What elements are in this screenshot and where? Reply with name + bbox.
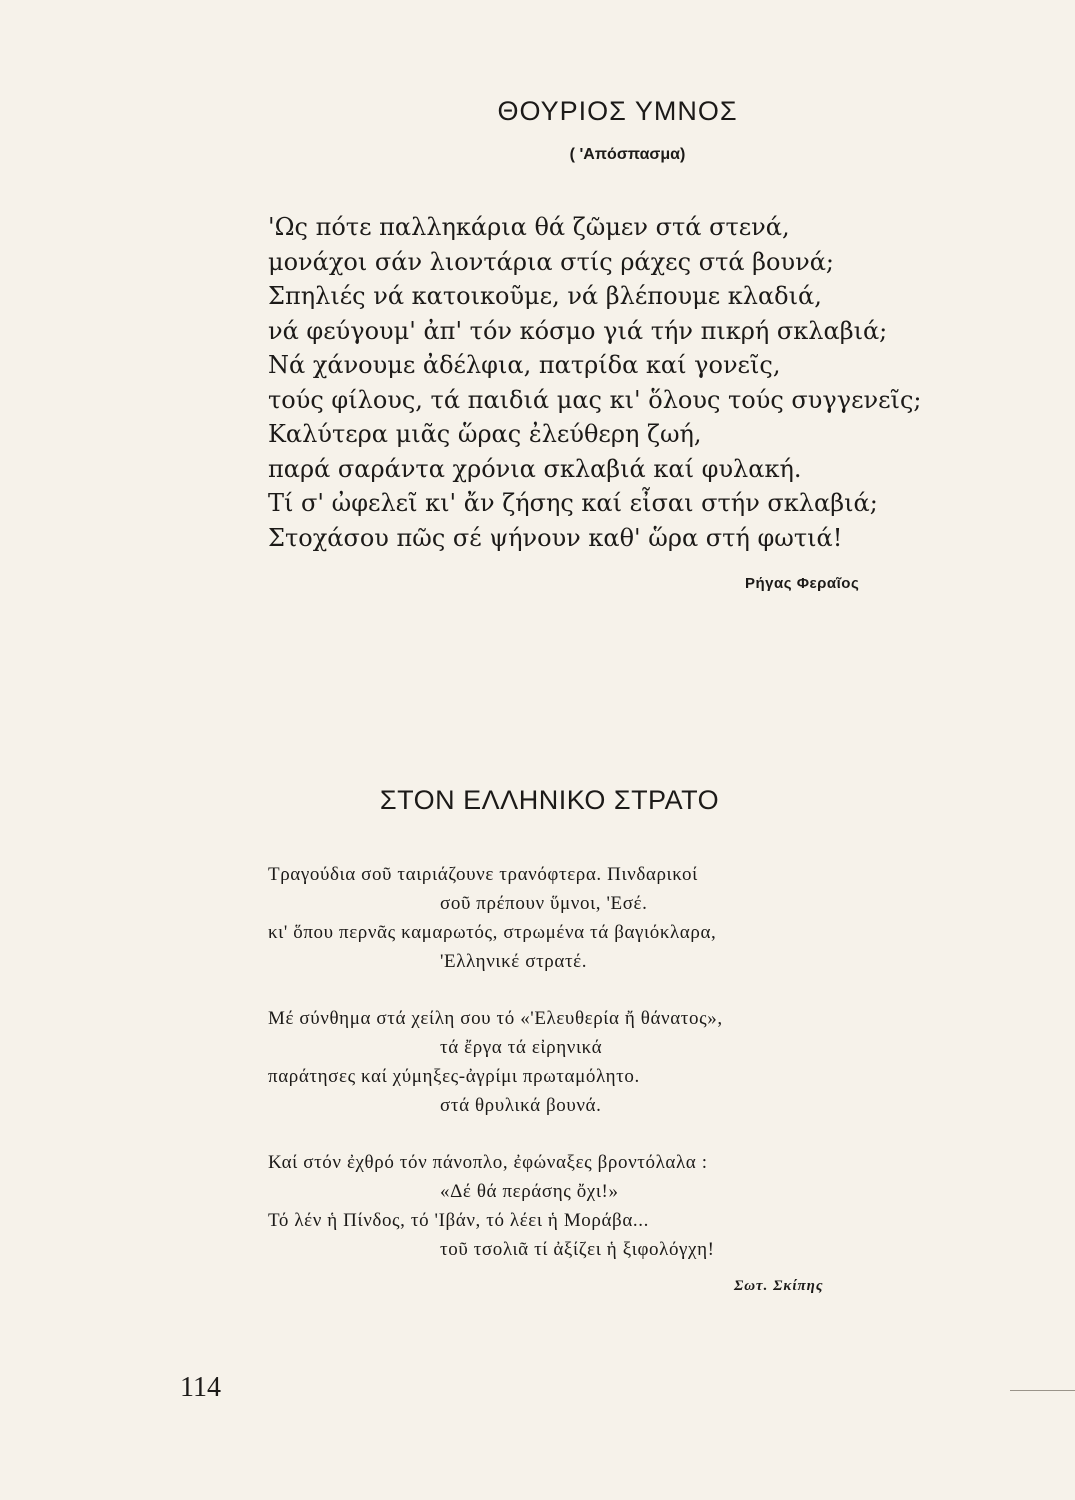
poem1-line: Σπηλιές νά κατοικοῦμε, νά βλέπουμε κλαδιά, — [268, 282, 822, 310]
poem2-stanza — [268, 1004, 908, 1120]
poem1-line: νά φεύγουμ' ἀπ' τόν κόσμο γιά τήν πικρή σκλαβιά; — [268, 316, 888, 345]
poem1-body — [268, 210, 948, 555]
poem2-line: τοῦ τσολιᾶ τί ἀξίζει ἡ ξιφολόγχη! — [440, 1239, 715, 1260]
poem1-author: Ρήγας Φεραῖος — [745, 575, 860, 592]
poem1-line: Τί σ' ὠφελεῖ κι' ἄν ζήσης καί εἶσαι στήν σκλαβιά; — [268, 489, 878, 517]
poem2-line: 'Ελληνικέ στρατέ. — [440, 951, 588, 972]
poem2-line: Τραγούδια σοῦ ταιριάζουνε τρανόφτερα. Πινδαρικοί — [268, 864, 698, 885]
poem2-line: Καί στόν ἐχθρό τόν πάνοπλο, ἐφώναξες βροντόλαλα : — [268, 1152, 708, 1173]
poem2-line: Τό λέν ἡ Πίνδος, τό 'Ιβάν, τό λέει ἡ Μοράβα... — [268, 1210, 649, 1231]
poem1-line: τούς φίλους, τά παιδιά μας κι' ὅλους τούς συγγενεῖς; — [268, 385, 922, 414]
page-edge-line — [1010, 1390, 1075, 1391]
page-number: 114 — [180, 1372, 221, 1403]
poem2-author: Σωτ. Σκίπης — [734, 1278, 824, 1294]
poem1-line: Στοχάσου πῶς σέ ψήνουν καθ' ὥρα στή φωτιά! — [268, 523, 843, 552]
poem1-line: 'Ως πότε παλληκάρια θά ζῶμεν στά στενά, — [268, 213, 790, 241]
poem2-line: «Δέ θά περάσης ὄχι!» — [440, 1181, 619, 1202]
poem2-line: στά θρυλικά βουνά. — [440, 1095, 602, 1116]
poem1-line: Καλύτερα μιᾶς ὥρας ἐλεύθερη ζωή, — [268, 420, 702, 448]
poem2-stanza — [268, 860, 908, 976]
poem1-line: μονάχοι σάν λιοντάρια στίς ράχες στά βουνά; — [268, 247, 834, 276]
poem2-stanza — [268, 1148, 908, 1264]
poem2-line: τά ἔργα τά εἰρηνικά — [440, 1037, 603, 1058]
poem1-subtitle: ( 'Απόσπασμα) — [569, 146, 686, 163]
poem2-line: σοῦ πρέπουν ὕμνοι, 'Εσέ. — [440, 893, 648, 914]
poem1-line: Νά χάνουμε ἀδέλφια, πατρίδα καί γονεῖς, — [268, 351, 781, 379]
poem2-body — [268, 860, 908, 1292]
poem2-title: ΣΤΟΝ ΕΛΛΗΝΙΚΟ ΣΤΡΑΤΟ — [379, 785, 720, 815]
poem1-title: ΘΟΥΡΙΟΣ ΥΜΝΟΣ — [497, 96, 738, 126]
poem1-line: παρά σαράντα χρόνια σκλαβιά καί φυλακή. — [268, 454, 802, 483]
poem2-line: Μέ σύνθημα στά χείλη σου τό «'Ελευθερία ἤ θάνατος», — [268, 1008, 723, 1029]
poem2-line: παράτησες καί χύμηξες-ἀγρίμι πρωταμόλητο. — [268, 1066, 640, 1087]
poem2-line: κι' ὅπου περνᾶς καμαρωτός, στρωμένα τά βαγιόκλαρα, — [268, 922, 717, 943]
